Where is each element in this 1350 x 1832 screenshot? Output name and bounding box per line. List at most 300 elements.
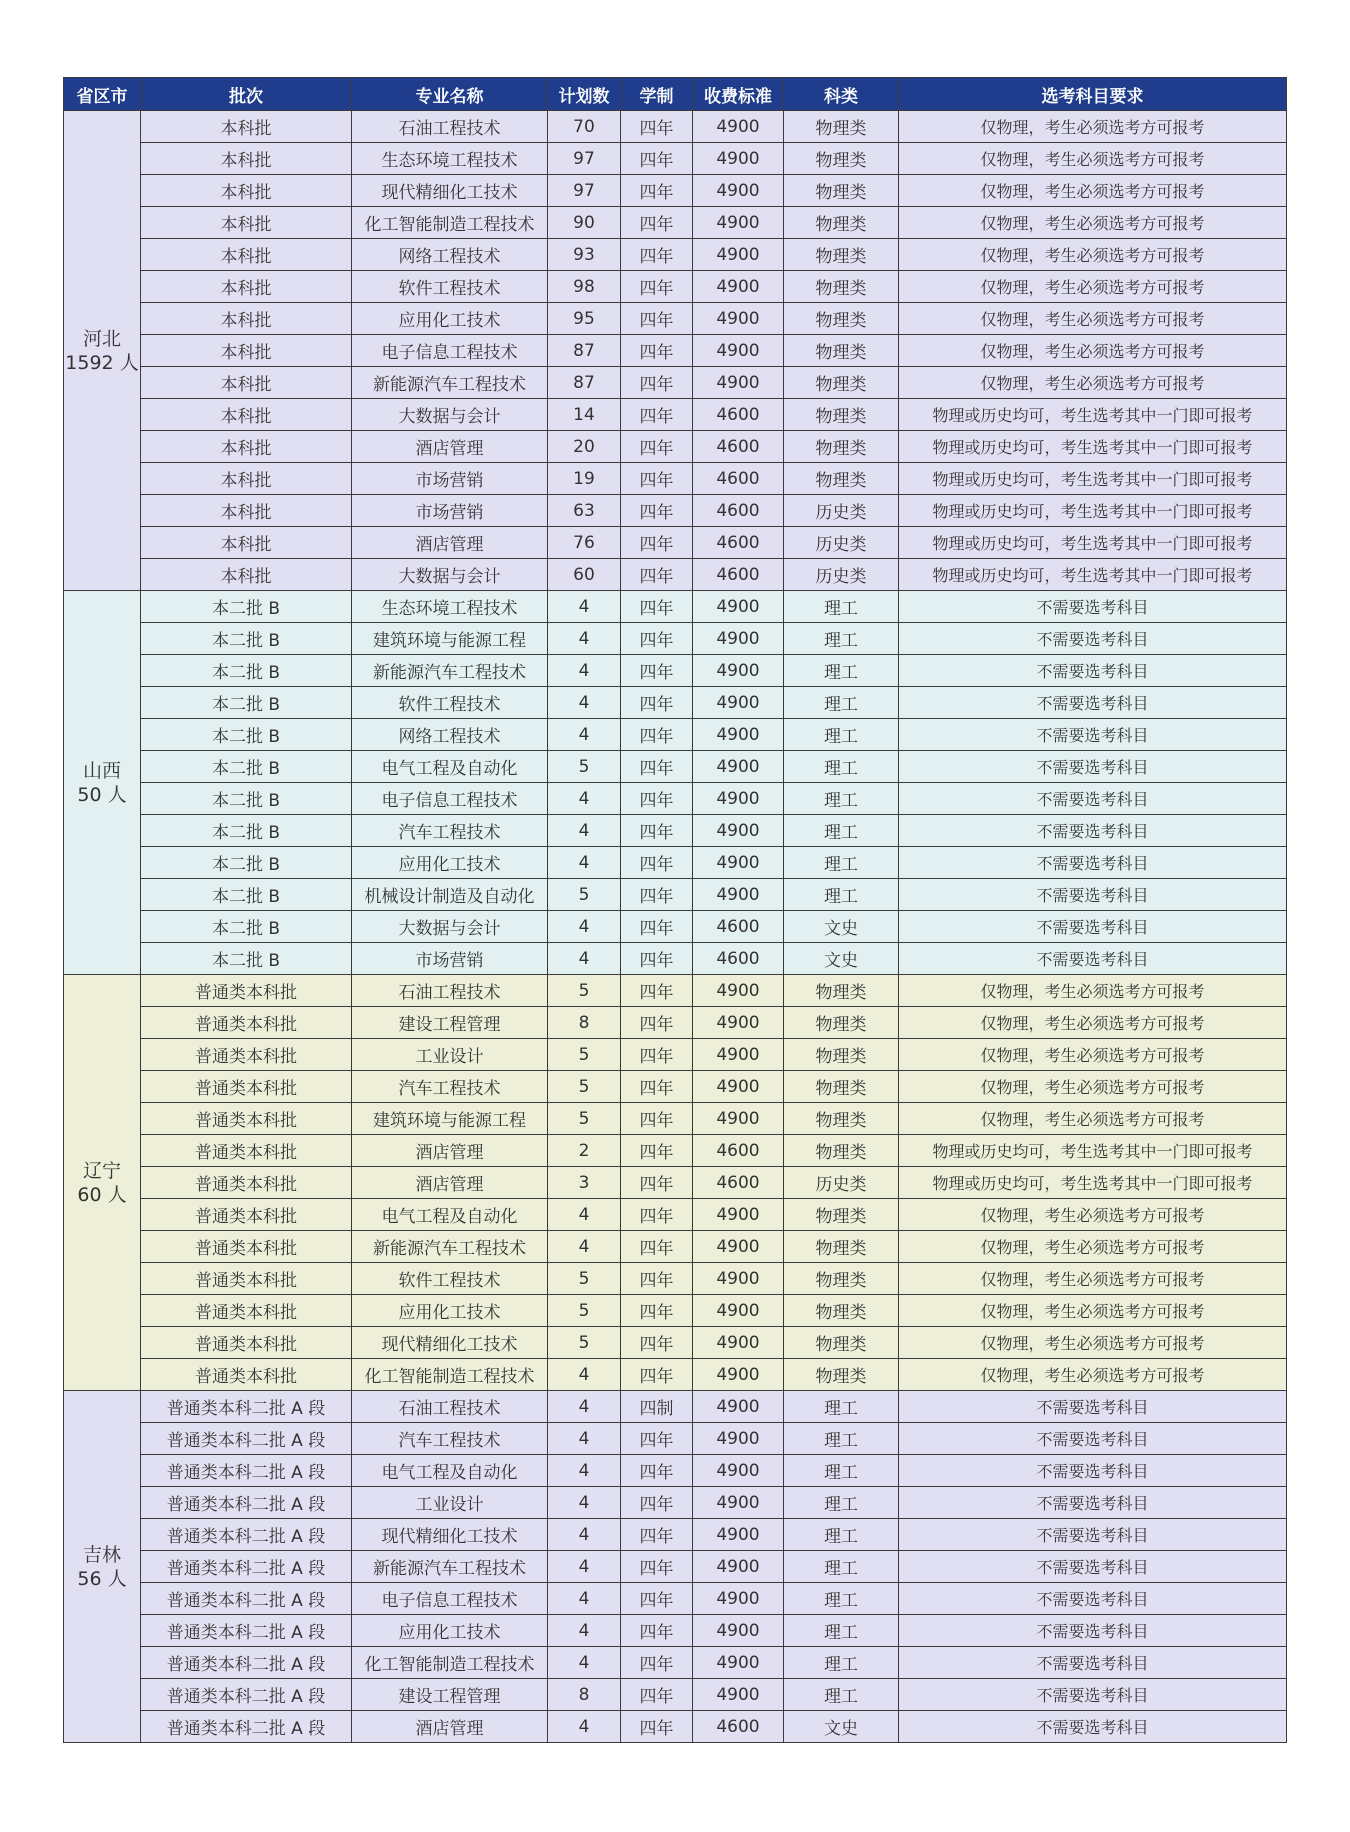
table-row: [64, 1679, 1287, 1711]
category-cell: 物理类: [784, 1071, 899, 1103]
duration-cell: 四年: [621, 1231, 693, 1263]
fee-cell: 4900: [693, 1391, 784, 1423]
duration-cell: 四年: [621, 1263, 693, 1295]
category-cell: 物理类: [784, 1039, 899, 1071]
batch-cell: 普通类本科批: [141, 1007, 352, 1039]
major-cell: 建筑环境与能源工程: [352, 623, 548, 655]
subject-requirement-cell: 仅物理，考生必须选考方可报考: [899, 1071, 1287, 1103]
subject-requirement-cell: 仅物理，考生必须选考方可报考: [899, 1039, 1287, 1071]
plan-count-cell: 70: [548, 111, 621, 143]
fee-cell: 4900: [693, 1103, 784, 1135]
plan-count-cell: 5: [548, 1071, 621, 1103]
duration-cell: 四年: [621, 1455, 693, 1487]
duration-cell: 四年: [621, 1647, 693, 1679]
batch-cell: 本二批 B: [141, 623, 352, 655]
major-cell: 生态环境工程技术: [352, 143, 548, 175]
table-row: [64, 399, 1287, 431]
fee-cell: 4900: [693, 975, 784, 1007]
header-batch: 批次: [141, 78, 352, 111]
table-row: [64, 591, 1287, 623]
province-name: 山西: [82, 759, 121, 782]
duration-cell: 四年: [621, 1103, 693, 1135]
fee-cell: 4900: [693, 1647, 784, 1679]
subject-requirement-cell: 仅物理，考生必须选考方可报考: [899, 1295, 1287, 1327]
subject-requirement-cell: 仅物理，考生必须选考方可报考: [899, 175, 1287, 207]
duration-cell: 四年: [621, 1071, 693, 1103]
table-row: [64, 1359, 1287, 1391]
batch-cell: 本二批 B: [141, 655, 352, 687]
plan-count-cell: 19: [548, 463, 621, 495]
subject-requirement-cell: 不需要选考科目: [899, 1519, 1287, 1551]
duration-cell: 四年: [621, 1007, 693, 1039]
major-cell: 新能源汽车工程技术: [352, 655, 548, 687]
plan-count-cell: 97: [548, 175, 621, 207]
fee-cell: 4900: [693, 335, 784, 367]
table-row: [64, 1231, 1287, 1263]
subject-requirement-cell: 物理或历史均可，考生选考其中一门即可报考: [899, 1135, 1287, 1167]
plan-count-cell: 4: [548, 1487, 621, 1519]
duration-cell: 四年: [621, 559, 693, 591]
major-cell: 电气工程及自动化: [352, 1455, 548, 1487]
fee-cell: 4900: [693, 591, 784, 623]
category-cell: 文史: [784, 1711, 899, 1743]
table-row: [64, 1583, 1287, 1615]
category-cell: 物理类: [784, 1007, 899, 1039]
fee-cell: 4900: [693, 1039, 784, 1071]
plan-count-cell: 4: [548, 623, 621, 655]
plan-count-cell: 76: [548, 527, 621, 559]
header-province: 省区市: [64, 78, 141, 111]
table-row: [64, 1423, 1287, 1455]
header-fee: 收费标准: [693, 78, 784, 111]
subject-requirement-cell: 不需要选考科目: [899, 1455, 1287, 1487]
fee-cell: 4900: [693, 751, 784, 783]
table-row: [64, 751, 1287, 783]
major-cell: 应用化工技术: [352, 303, 548, 335]
subject-requirement-cell: 仅物理，考生必须选考方可报考: [899, 239, 1287, 271]
duration-cell: 四年: [621, 591, 693, 623]
major-cell: 电气工程及自动化: [352, 751, 548, 783]
major-cell: 工业设计: [352, 1039, 548, 1071]
major-cell: 电子信息工程技术: [352, 1583, 548, 1615]
fee-cell: 4900: [693, 623, 784, 655]
subject-requirement-cell: 不需要选考科目: [899, 1551, 1287, 1583]
province-name: 辽宁: [82, 1159, 121, 1182]
table-row: [64, 463, 1287, 495]
category-cell: 物理类: [784, 335, 899, 367]
subject-requirement-cell: 不需要选考科目: [899, 1391, 1287, 1423]
plan-count-cell: 4: [548, 815, 621, 847]
batch-cell: 普通类本科二批 A 段: [141, 1391, 352, 1423]
subject-requirement-cell: 不需要选考科目: [899, 783, 1287, 815]
province-total: 50 人: [77, 783, 127, 806]
plan-count-cell: 95: [548, 303, 621, 335]
plan-count-cell: 3: [548, 1167, 621, 1199]
major-cell: 电子信息工程技术: [352, 335, 548, 367]
duration-cell: 四年: [621, 847, 693, 879]
batch-cell: 本科批: [141, 303, 352, 335]
plan-count-cell: 4: [548, 1231, 621, 1263]
fee-cell: 4900: [693, 847, 784, 879]
table-row: [64, 207, 1287, 239]
fee-cell: 4900: [693, 1359, 784, 1391]
batch-cell: 普通类本科批: [141, 1071, 352, 1103]
table-row: [64, 1103, 1287, 1135]
major-cell: 石油工程技术: [352, 975, 548, 1007]
batch-cell: 普通类本科批: [141, 975, 352, 1007]
province-name: 河北: [82, 327, 121, 350]
major-cell: 汽车工程技术: [352, 815, 548, 847]
category-cell: 物理类: [784, 463, 899, 495]
duration-cell: 四年: [621, 1519, 693, 1551]
category-cell: 物理类: [784, 1327, 899, 1359]
fee-cell: 4600: [693, 1167, 784, 1199]
plan-count-cell: 98: [548, 271, 621, 303]
duration-cell: 四年: [621, 175, 693, 207]
plan-count-cell: 4: [548, 847, 621, 879]
batch-cell: 本二批 B: [141, 847, 352, 879]
batch-cell: 本科批: [141, 143, 352, 175]
category-cell: 物理类: [784, 207, 899, 239]
duration-cell: 四年: [621, 111, 693, 143]
batch-cell: 普通类本科批: [141, 1199, 352, 1231]
major-cell: 应用化工技术: [352, 1615, 548, 1647]
subject-requirement-cell: 不需要选考科目: [899, 751, 1287, 783]
category-cell: 理工: [784, 1679, 899, 1711]
major-cell: 现代精细化工技术: [352, 1327, 548, 1359]
plan-count-cell: 20: [548, 431, 621, 463]
table-header-row: [64, 78, 1287, 111]
fee-cell: 4900: [693, 1199, 784, 1231]
category-cell: 理工: [784, 1583, 899, 1615]
plan-count-cell: 4: [548, 1199, 621, 1231]
major-cell: 建筑环境与能源工程: [352, 1103, 548, 1135]
table-row: [64, 1135, 1287, 1167]
duration-cell: 四年: [621, 1327, 693, 1359]
fee-cell: 4900: [693, 207, 784, 239]
table-row: [64, 367, 1287, 399]
plan-count-cell: 5: [548, 1039, 621, 1071]
plan-count-cell: 90: [548, 207, 621, 239]
batch-cell: 本科批: [141, 239, 352, 271]
subject-requirement-cell: 仅物理，考生必须选考方可报考: [899, 271, 1287, 303]
category-cell: 理工: [784, 623, 899, 655]
category-cell: 物理类: [784, 143, 899, 175]
duration-cell: 四年: [621, 1711, 693, 1743]
category-cell: 理工: [784, 1615, 899, 1647]
major-cell: 酒店管理: [352, 1711, 548, 1743]
plan-count-cell: 87: [548, 367, 621, 399]
batch-cell: 本科批: [141, 527, 352, 559]
batch-cell: 普通类本科批: [141, 1167, 352, 1199]
plan-count-cell: 4: [548, 591, 621, 623]
duration-cell: 四年: [621, 207, 693, 239]
category-cell: 理工: [784, 1519, 899, 1551]
subject-requirement-cell: 仅物理，考生必须选考方可报考: [899, 335, 1287, 367]
table-row: [64, 1167, 1287, 1199]
category-cell: 物理类: [784, 271, 899, 303]
batch-cell: 本二批 B: [141, 719, 352, 751]
subject-requirement-cell: 不需要选考科目: [899, 911, 1287, 943]
category-cell: 理工: [784, 1455, 899, 1487]
fee-cell: 4900: [693, 1007, 784, 1039]
duration-cell: 四年: [621, 303, 693, 335]
subject-requirement-cell: 物理或历史均可，考生选考其中一门即可报考: [899, 527, 1287, 559]
province-cell: [64, 1391, 141, 1743]
batch-cell: 普通类本科批: [141, 1359, 352, 1391]
batch-cell: 本科批: [141, 431, 352, 463]
category-cell: 物理类: [784, 1103, 899, 1135]
batch-cell: 普通类本科二批 A 段: [141, 1551, 352, 1583]
plan-count-cell: 4: [548, 783, 621, 815]
fee-cell: 4900: [693, 1295, 784, 1327]
batch-cell: 普通类本科批: [141, 1327, 352, 1359]
fee-cell: 4900: [693, 1551, 784, 1583]
table-row: [64, 943, 1287, 975]
table-row: [64, 303, 1287, 335]
major-cell: 新能源汽车工程技术: [352, 1551, 548, 1583]
province-name: 吉林: [82, 1543, 121, 1566]
major-cell: 汽车工程技术: [352, 1071, 548, 1103]
duration-cell: 四年: [621, 879, 693, 911]
subject-requirement-cell: 仅物理，考生必须选考方可报考: [899, 143, 1287, 175]
category-cell: 理工: [784, 655, 899, 687]
province-total: 60 人: [77, 1183, 127, 1206]
fee-cell: 4900: [693, 1071, 784, 1103]
table-row: [64, 1199, 1287, 1231]
subject-requirement-cell: 物理或历史均可，考生选考其中一门即可报考: [899, 559, 1287, 591]
duration-cell: 四年: [621, 1679, 693, 1711]
fee-cell: 4600: [693, 431, 784, 463]
duration-cell: 四年: [621, 367, 693, 399]
plan-count-cell: 4: [548, 1583, 621, 1615]
plan-count-cell: 4: [548, 911, 621, 943]
table-row: [64, 1615, 1287, 1647]
duration-cell: 四年: [621, 1615, 693, 1647]
plan-count-cell: 4: [548, 1519, 621, 1551]
batch-cell: 普通类本科批: [141, 1295, 352, 1327]
subject-requirement-cell: 物理或历史均可，考生选考其中一门即可报考: [899, 399, 1287, 431]
header-subject-requirement: 选考科目要求: [899, 78, 1287, 111]
fee-cell: 4900: [693, 1423, 784, 1455]
subject-requirement-cell: 不需要选考科目: [899, 1647, 1287, 1679]
batch-cell: 普通类本科二批 A 段: [141, 1679, 352, 1711]
category-cell: 理工: [784, 1647, 899, 1679]
duration-cell: 四年: [621, 335, 693, 367]
major-cell: 电气工程及自动化: [352, 1199, 548, 1231]
batch-cell: 普通类本科批: [141, 1231, 352, 1263]
major-cell: 化工智能制造工程技术: [352, 1647, 548, 1679]
category-cell: 物理类: [784, 1359, 899, 1391]
category-cell: 物理类: [784, 1231, 899, 1263]
duration-cell: 四年: [621, 815, 693, 847]
major-cell: 生态环境工程技术: [352, 591, 548, 623]
enrollment-plan-table-container: [63, 77, 1286, 1743]
table-row: [64, 687, 1287, 719]
enrollment-plan-table: [63, 77, 1287, 1743]
fee-cell: 4900: [693, 303, 784, 335]
major-cell: 化工智能制造工程技术: [352, 1359, 548, 1391]
duration-cell: 四年: [621, 1295, 693, 1327]
major-cell: 酒店管理: [352, 1167, 548, 1199]
subject-requirement-cell: 仅物理，考生必须选考方可报考: [899, 367, 1287, 399]
duration-cell: 四年: [621, 1039, 693, 1071]
plan-count-cell: 4: [548, 1359, 621, 1391]
table-row: [64, 1487, 1287, 1519]
plan-count-cell: 4: [548, 687, 621, 719]
fee-cell: 4900: [693, 783, 784, 815]
duration-cell: 四年: [621, 527, 693, 559]
table-row: [64, 719, 1287, 751]
plan-count-cell: 5: [548, 1295, 621, 1327]
fee-cell: 4600: [693, 399, 784, 431]
subject-requirement-cell: 仅物理，考生必须选考方可报考: [899, 111, 1287, 143]
fee-cell: 4900: [693, 1615, 784, 1647]
fee-cell: 4600: [693, 1711, 784, 1743]
fee-cell: 4600: [693, 943, 784, 975]
fee-cell: 4900: [693, 1679, 784, 1711]
table-row: [64, 175, 1287, 207]
batch-cell: 本科批: [141, 335, 352, 367]
table-row: [64, 431, 1287, 463]
duration-cell: 四年: [621, 943, 693, 975]
duration-cell: 四年: [621, 431, 693, 463]
major-cell: 网络工程技术: [352, 239, 548, 271]
batch-cell: 本二批 B: [141, 815, 352, 847]
plan-count-cell: 5: [548, 1103, 621, 1135]
plan-count-cell: 97: [548, 143, 621, 175]
fee-cell: 4900: [693, 367, 784, 399]
table-row: [64, 1647, 1287, 1679]
duration-cell: 四年: [621, 495, 693, 527]
category-cell: 物理类: [784, 303, 899, 335]
plan-count-cell: 5: [548, 879, 621, 911]
major-cell: 新能源汽车工程技术: [352, 1231, 548, 1263]
subject-requirement-cell: 仅物理，考生必须选考方可报考: [899, 1263, 1287, 1295]
category-cell: 物理类: [784, 431, 899, 463]
major-cell: 大数据与会计: [352, 911, 548, 943]
batch-cell: 普通类本科二批 A 段: [141, 1583, 352, 1615]
category-cell: 理工: [784, 783, 899, 815]
fee-cell: 4900: [693, 879, 784, 911]
subject-requirement-cell: 仅物理，考生必须选考方可报考: [899, 1327, 1287, 1359]
table-row: [64, 655, 1287, 687]
duration-cell: 四年: [621, 751, 693, 783]
batch-cell: 本科批: [141, 463, 352, 495]
plan-count-cell: 14: [548, 399, 621, 431]
batch-cell: 普通类本科批: [141, 1263, 352, 1295]
table-row: [64, 783, 1287, 815]
subject-requirement-cell: 仅物理，考生必须选考方可报考: [899, 1103, 1287, 1135]
header-duration: 学制: [621, 78, 693, 111]
table-row: [64, 335, 1287, 367]
subject-requirement-cell: 不需要选考科目: [899, 623, 1287, 655]
plan-count-cell: 87: [548, 335, 621, 367]
fee-cell: 4600: [693, 527, 784, 559]
category-cell: 物理类: [784, 175, 899, 207]
duration-cell: 四年: [621, 623, 693, 655]
table-row: [64, 911, 1287, 943]
plan-count-cell: 4: [548, 1615, 621, 1647]
major-cell: 建设工程管理: [352, 1007, 548, 1039]
major-cell: 机械设计制造及自动化: [352, 879, 548, 911]
duration-cell: 四年: [621, 1135, 693, 1167]
fee-cell: 4900: [693, 1487, 784, 1519]
batch-cell: 普通类本科批: [141, 1039, 352, 1071]
major-cell: 应用化工技术: [352, 1295, 548, 1327]
table-row: [64, 847, 1287, 879]
category-cell: 理工: [784, 719, 899, 751]
fee-cell: 4900: [693, 655, 784, 687]
batch-cell: 普通类本科二批 A 段: [141, 1647, 352, 1679]
batch-cell: 本科批: [141, 207, 352, 239]
plan-count-cell: 4: [548, 719, 621, 751]
table-row: [64, 559, 1287, 591]
table-row: [64, 1263, 1287, 1295]
subject-requirement-cell: 不需要选考科目: [899, 1583, 1287, 1615]
table-row: [64, 271, 1287, 303]
province-total: 56 人: [77, 1567, 127, 1590]
batch-cell: 普通类本科二批 A 段: [141, 1455, 352, 1487]
category-cell: 理工: [784, 1423, 899, 1455]
batch-cell: 本二批 B: [141, 943, 352, 975]
subject-requirement-cell: 不需要选考科目: [899, 719, 1287, 751]
plan-count-cell: 93: [548, 239, 621, 271]
duration-cell: 四制: [621, 1391, 693, 1423]
category-cell: 物理类: [784, 975, 899, 1007]
table-row: [64, 1519, 1287, 1551]
fee-cell: 4900: [693, 175, 784, 207]
subject-requirement-cell: 不需要选考科目: [899, 1711, 1287, 1743]
duration-cell: 四年: [621, 143, 693, 175]
fee-cell: 4900: [693, 687, 784, 719]
plan-count-cell: 4: [548, 1551, 621, 1583]
subject-requirement-cell: 物理或历史均可，考生选考其中一门即可报考: [899, 431, 1287, 463]
batch-cell: 本二批 B: [141, 591, 352, 623]
major-cell: 现代精细化工技术: [352, 175, 548, 207]
batch-cell: 普通类本科批: [141, 1103, 352, 1135]
table-row: [64, 1551, 1287, 1583]
duration-cell: 四年: [621, 911, 693, 943]
category-cell: 理工: [784, 1487, 899, 1519]
major-cell: 新能源汽车工程技术: [352, 367, 548, 399]
category-cell: 理工: [784, 1391, 899, 1423]
major-cell: 市场营销: [352, 495, 548, 527]
duration-cell: 四年: [621, 1583, 693, 1615]
table-row: [64, 879, 1287, 911]
major-cell: 酒店管理: [352, 527, 548, 559]
major-cell: 石油工程技术: [352, 1391, 548, 1423]
fee-cell: 4900: [693, 239, 784, 271]
duration-cell: 四年: [621, 975, 693, 1007]
batch-cell: 普通类本科二批 A 段: [141, 1711, 352, 1743]
fee-cell: 4900: [693, 143, 784, 175]
category-cell: 物理类: [784, 1199, 899, 1231]
province-cell: [64, 591, 141, 975]
table-row: [64, 143, 1287, 175]
subject-requirement-cell: 仅物理，考生必须选考方可报考: [899, 1231, 1287, 1263]
batch-cell: 本科批: [141, 559, 352, 591]
duration-cell: 四年: [621, 271, 693, 303]
major-cell: 大数据与会计: [352, 559, 548, 591]
table-row: [64, 1711, 1287, 1743]
fee-cell: 4900: [693, 1519, 784, 1551]
major-cell: 应用化工技术: [352, 847, 548, 879]
plan-count-cell: 4: [548, 1647, 621, 1679]
table-row: [64, 1039, 1287, 1071]
plan-count-cell: 5: [548, 1327, 621, 1359]
major-cell: 网络工程技术: [352, 719, 548, 751]
